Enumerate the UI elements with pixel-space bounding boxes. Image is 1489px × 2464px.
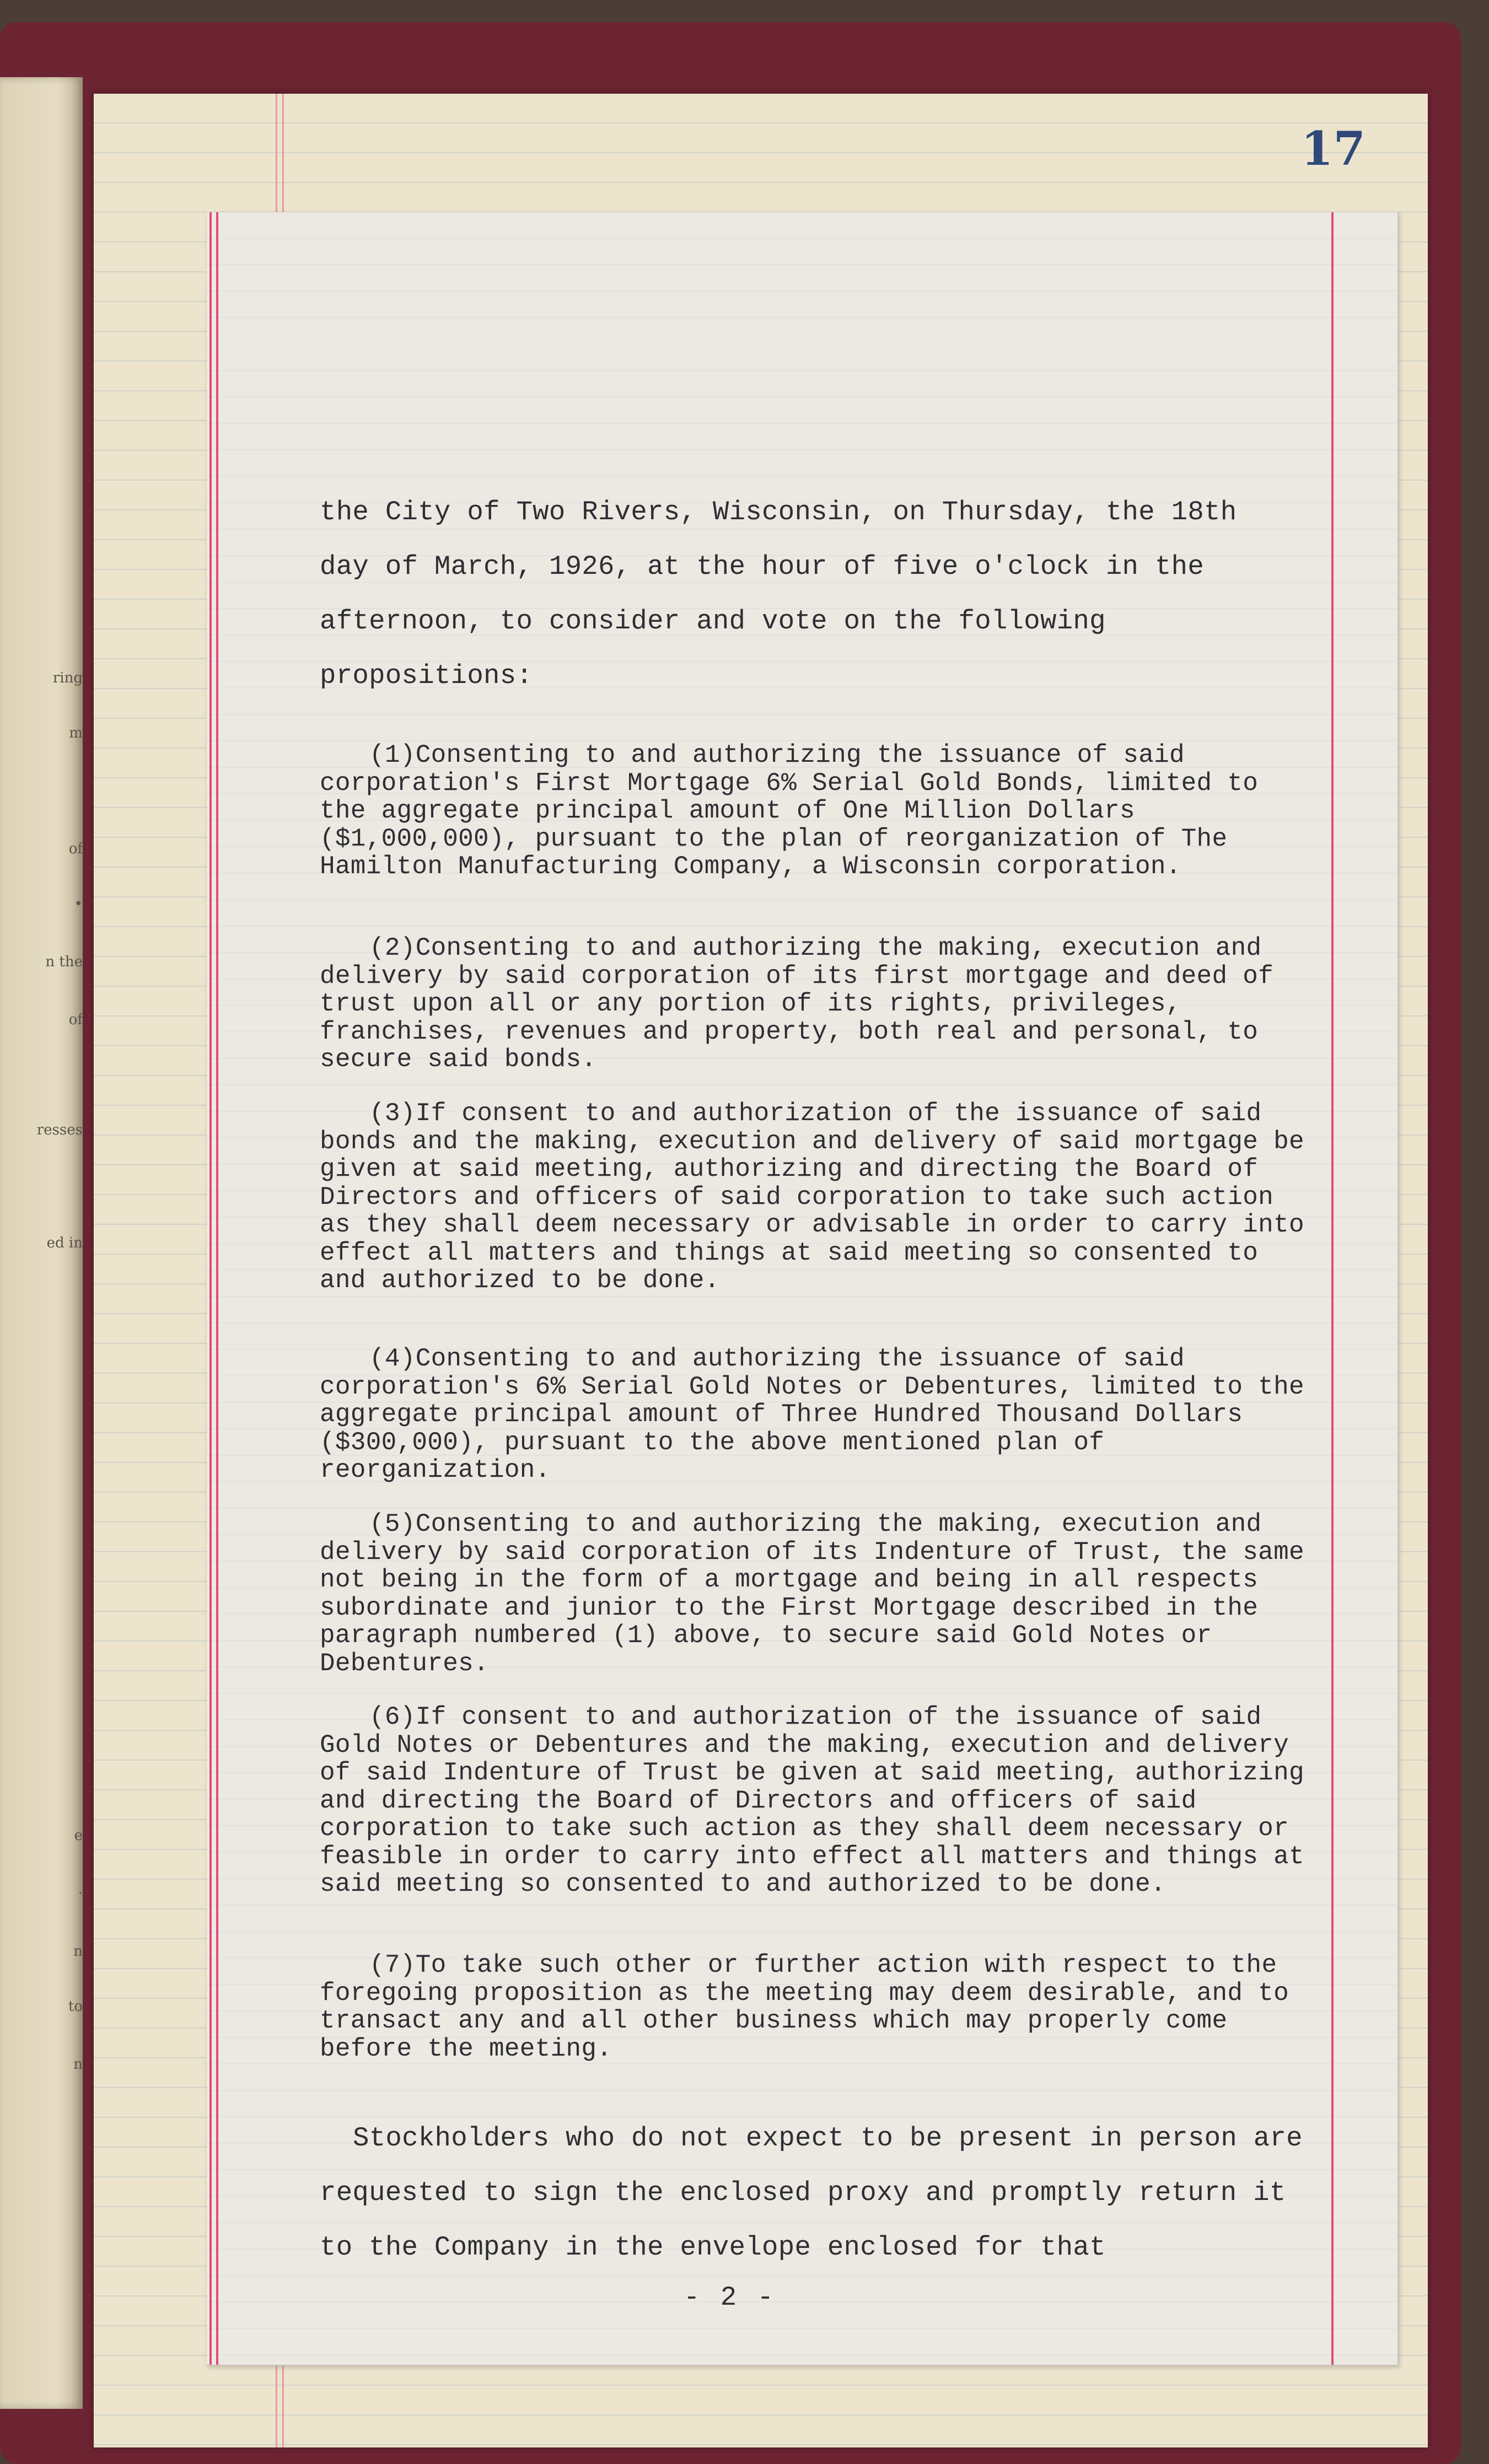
- left-page-fragment: m: [69, 725, 83, 741]
- proposition-6: (6)If consent to and authorization of the issuance of said Gold Notes or Debentures and the making, execution and delivery of said Indenture of Trust be given at said meeting, authorizing and directing the Board of Directors and officers of said corporation to take such action as they shall deem necessary or feasible in order to carry into effect all matters and things at said meeting so consented to and authorized to be done.: [320, 1703, 1304, 1898]
- sheet-margin-rule: [1331, 212, 1334, 2365]
- sheet-margin-rule: [216, 212, 218, 2365]
- left-page-fragment: e: [74, 1827, 83, 1844]
- left-page-fragment: •: [74, 896, 83, 912]
- sheet-margin-rule: [209, 212, 212, 2365]
- left-page-fragment: ed in: [46, 1235, 83, 1251]
- left-page-fragment: n: [73, 1943, 83, 1960]
- left-page-fragment: resses: [36, 1122, 83, 1138]
- proposition-7: (7)To take such other or further action with respect to the foregoing proposition as the meeting may deem desirable, and to transact any and all other business which may properly come before the meeting.: [320, 1951, 1289, 2063]
- left-page-fragment: of: [68, 841, 83, 857]
- left-page-fragment: of: [68, 1012, 83, 1028]
- proposition-4: (4)Consenting to and authorizing the issuance of said corporation's 6% Serial Gold Notes or Debentures, limited to the aggregate principal amount of Three Hundred Thousand Dollars ($300,000), pursuant to the above mentioned plan of reorganization.: [320, 1344, 1304, 1484]
- notice-intro-paragraph: the City of Two Rivers, Wisconsin, on Thursday, the 18th day of March, 1926, at the hour of five o'clock in the afternoon, to consider and vote on the following propositions:: [320, 497, 1237, 691]
- left-page-fragment: n: [73, 2056, 83, 2073]
- left-page-fragment: ·: [78, 1885, 83, 1902]
- closing-paragraph: Stockholders who do not expect to be present in person are requested to sign the enclosed proxy and promptly return it to the Company in the envelope enclosed for that: [320, 2123, 1303, 2263]
- left-page-edge: [0, 77, 83, 2409]
- sheet-page-number: - 2 -: [684, 2282, 776, 2313]
- proposition-1: (1)Consenting to and authorizing the issuance of said corporation's First Mortgage 6% Serial Gold Bonds, limited to the aggregate principal amount of One Million Dollars ($1,000,000), pursuant to the plan of reorganization of The Hamilton Manufacturing Company, a Wisconsin corporation.: [320, 741, 1259, 881]
- left-page-fragment: ring: [52, 670, 83, 686]
- proposition-3: (3)If consent to and authorization of the issuance of said bonds and the making, execution and delivery of said mortgage be given at said meeting, authorizing and directing the Board of Directors and officers of said corporation to take such action as they shall deem necessary or advisable in order to carry into effect all matters and things at said meeting so consented to and authorized to be done.: [320, 1099, 1304, 1295]
- left-page-fragment: n the: [45, 954, 83, 970]
- left-page-fragment: to: [68, 1998, 83, 2015]
- ledger-page-number: 17: [1301, 121, 1366, 176]
- proposition-5: (5)Consenting to and authorizing the making, execution and delivery by said corporation of its Indenture of Trust, the same not being in the form of a mortgage and being in all respects subordinate and junior to the First Mortgage described in the paragraph numbered (1) above, to secure said Gold Notes or Debentures.: [320, 1510, 1304, 1678]
- proposition-2: (2)Consenting to and authorizing the making, execution and delivery by said corporation of its first mortgage and deed of trust upon all or any portion of its rights, privileges, franchises, revenues and property, both real and personal, to secure said bonds.: [320, 934, 1274, 1074]
